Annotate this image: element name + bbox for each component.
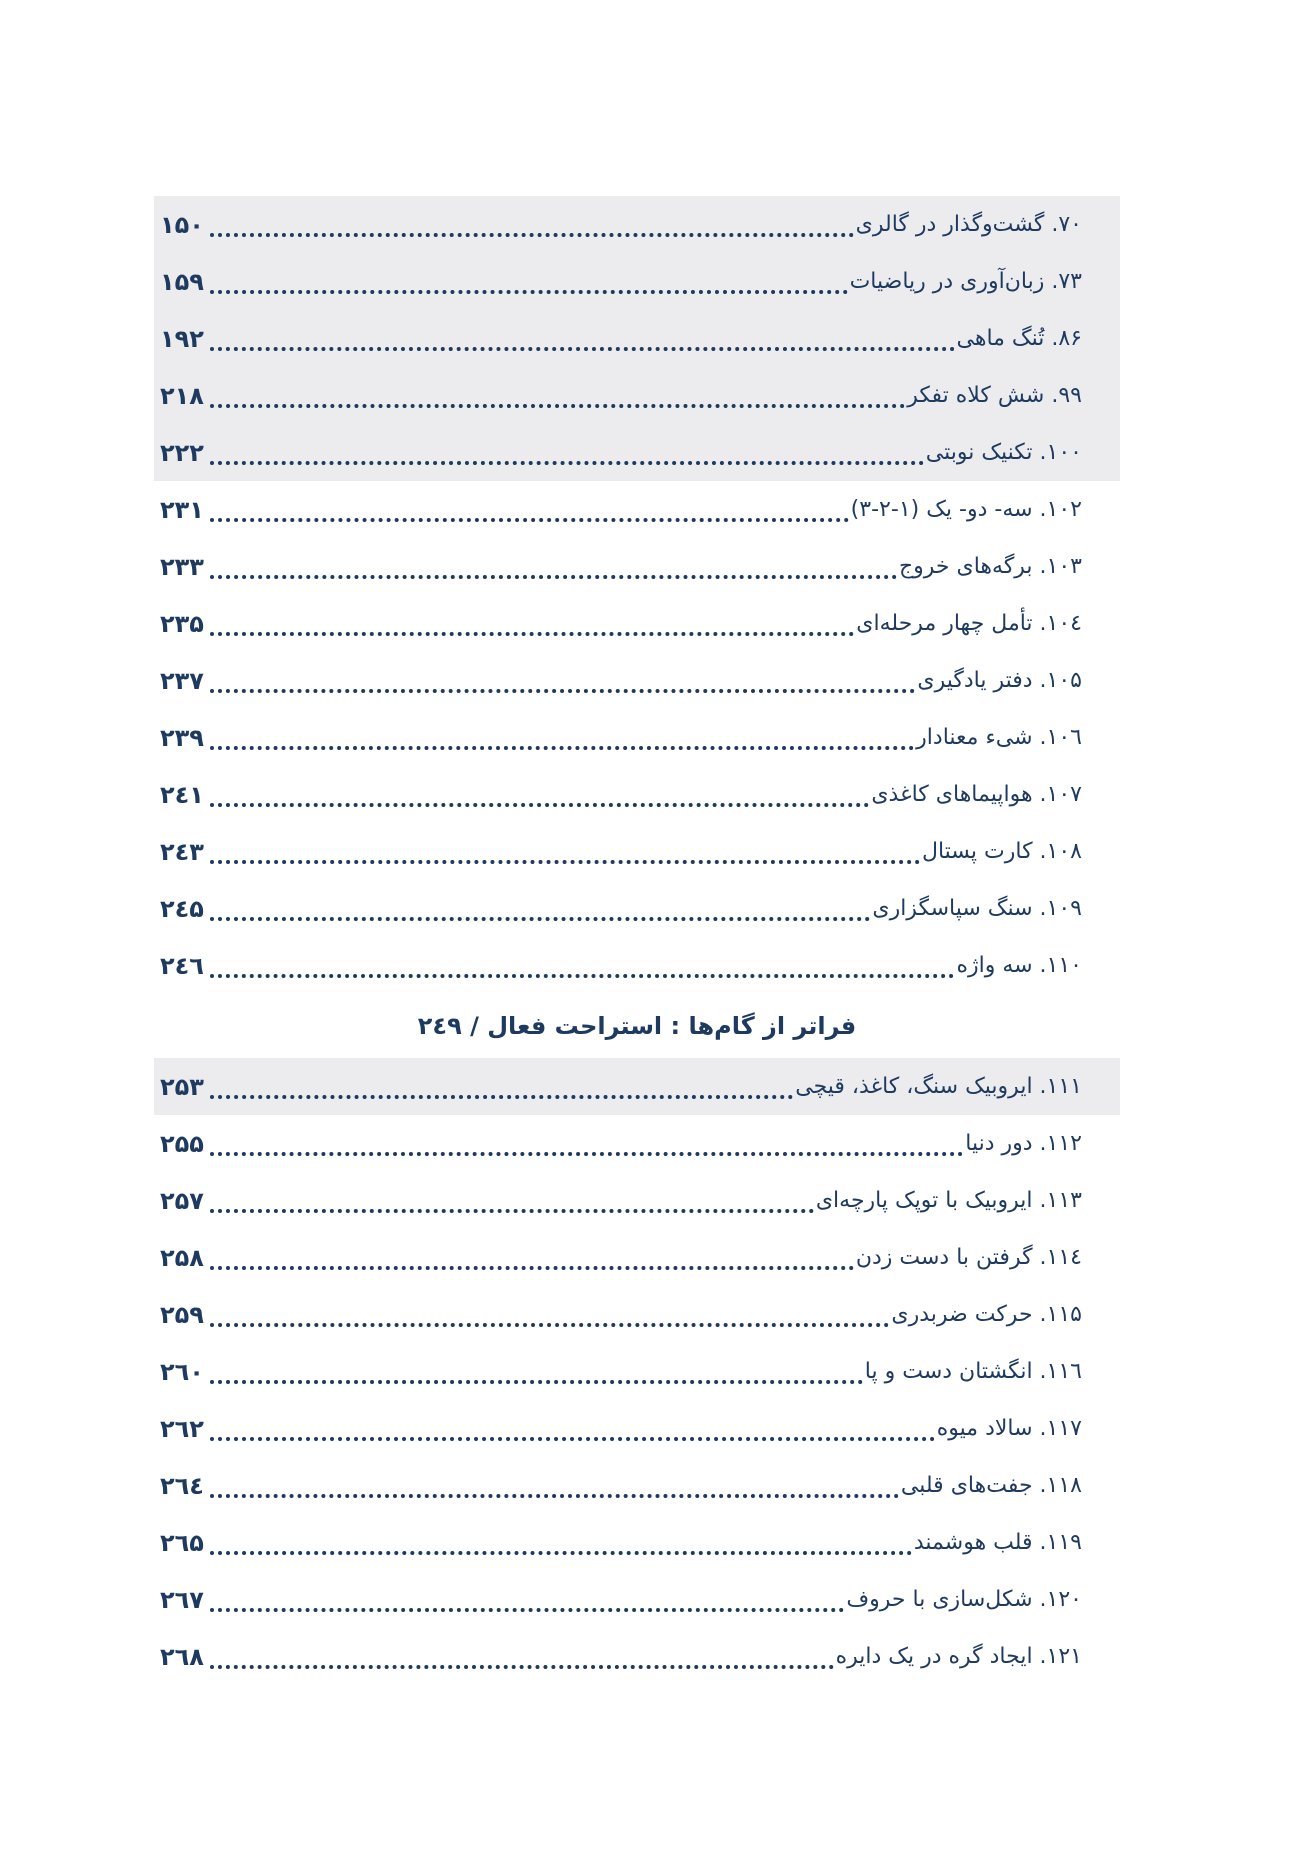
toc-entry[interactable] (154, 196, 1120, 253)
toc-entry-title: ۱۰۷. هواپیماهای کاغذی (871, 782, 1082, 807)
dot-leader (210, 746, 914, 750)
toc-entry-title: ۱۰۹. سنگ سپاسگزاری (872, 896, 1082, 921)
toc-group (154, 1115, 1120, 1685)
toc-entry-page-number: ۱۹۲ (160, 324, 204, 353)
toc-entry[interactable] (154, 937, 1120, 994)
toc-entry[interactable] (154, 481, 1120, 538)
toc-entry-page-number: ۲٤۱ (160, 780, 204, 809)
toc-entry-title: ۷۰. گشت‌وگذار در گالری (855, 212, 1082, 237)
toc-entry-page-number: ۲۳۵ (160, 609, 204, 638)
toc-entry[interactable] (154, 424, 1120, 481)
toc-entry-page-number: ۲۵۵ (160, 1129, 204, 1158)
dot-leader (210, 1665, 834, 1669)
toc-entry-title: ۱۰٤. تأمل چهار مرحله‌ای (856, 611, 1082, 636)
toc-entry[interactable] (154, 367, 1120, 424)
toc-entry[interactable] (154, 1514, 1120, 1571)
toc-entry-page-number: ۲۵۹ (160, 1300, 204, 1329)
dot-leader (210, 290, 848, 294)
toc-entry[interactable] (154, 1172, 1120, 1229)
dot-leader (210, 518, 849, 522)
dot-leader (210, 347, 955, 351)
toc-entry-title: ۱۱۹. قلب هوشمند (913, 1530, 1082, 1555)
toc-entry-title: ۱۰۰. تکنیک نوبتی (925, 440, 1082, 465)
table-of-contents (154, 196, 1120, 1685)
toc-entry-page-number: ۱۵۹ (160, 267, 204, 296)
dot-leader (210, 1152, 963, 1156)
toc-entry[interactable] (154, 652, 1120, 709)
toc-entry-title: ۸۶. تُنگ ماهی (956, 326, 1082, 351)
toc-entry-title: ۱۱۰. سه واژه (956, 953, 1082, 978)
toc-entry[interactable] (154, 766, 1120, 823)
toc-entry-page-number: ۲٦۰ (160, 1357, 204, 1386)
toc-entry[interactable] (154, 1628, 1120, 1685)
dot-leader (210, 917, 870, 921)
dot-leader (210, 803, 869, 807)
dot-leader (210, 1266, 854, 1270)
toc-entry-page-number: ۲۳۱ (160, 495, 204, 524)
toc-group-shaded (154, 196, 1120, 481)
toc-entry[interactable] (154, 1115, 1120, 1172)
toc-entry-title: ۱۱۸. جفت‌های قلبی (900, 1473, 1082, 1498)
toc-entry-title: ۱۱۲. دور دنیا (965, 1131, 1082, 1156)
toc-entry-title: ۱۱۳. ایروبیک با توپک پارچه‌ای (815, 1188, 1082, 1213)
toc-entry[interactable] (154, 1229, 1120, 1286)
toc-entry-page-number: ۲٦۵ (160, 1528, 204, 1557)
toc-entry[interactable] (154, 880, 1120, 937)
toc-entry-page-number: ۲۵۳ (160, 1072, 204, 1101)
toc-entry-page-number: ۲۳۳ (160, 552, 204, 581)
toc-entry-page-number: ۲۱۸ (160, 381, 204, 410)
toc-entry[interactable] (154, 1286, 1120, 1343)
toc-entry-title: ۱۱۱. ایروبیک سنگ، کاغذ، قیچی (795, 1074, 1082, 1099)
toc-entry-page-number: ۲٦۲ (160, 1414, 204, 1443)
toc-entry[interactable] (154, 538, 1120, 595)
dot-leader (210, 860, 920, 864)
toc-entry-title: ۱۲۱. ایجاد گره در یک دایره (835, 1644, 1082, 1669)
dot-leader (210, 974, 954, 978)
toc-entry-title: ۱۰۸. کارت پستال (921, 839, 1082, 864)
toc-entry-page-number: ۲٦۷ (160, 1585, 204, 1614)
toc-entry-title: ۱۱۷. سالاد میوه (936, 1416, 1082, 1441)
toc-entry[interactable] (154, 253, 1120, 310)
toc-group-shaded (154, 1058, 1120, 1115)
toc-entry-page-number: ۲٦٤ (160, 1471, 204, 1500)
dot-leader (210, 1437, 935, 1441)
toc-entry[interactable] (154, 823, 1120, 880)
dot-leader (210, 1209, 814, 1213)
toc-entry-page-number: ۲۵۸ (160, 1243, 204, 1272)
dot-leader (210, 1323, 889, 1327)
toc-entry[interactable] (154, 1571, 1120, 1628)
dot-leader (210, 632, 854, 636)
dot-leader (210, 1551, 912, 1555)
toc-entry-page-number: ۱۵۰ (160, 210, 204, 239)
toc-entry[interactable] (154, 310, 1120, 367)
toc-entry-title: ۱۲۰. شکل‌سازی با حروف (846, 1587, 1082, 1612)
toc-entry[interactable] (154, 709, 1120, 766)
toc-entry[interactable] (154, 1400, 1120, 1457)
dot-leader (210, 1608, 844, 1612)
section-heading: فراتر از گام‌ها : استراحت فعال / ۲٤۹ (417, 1012, 857, 1040)
toc-entry-page-number: ۲۲۲ (160, 438, 204, 467)
dot-leader (210, 233, 854, 237)
toc-entry-page-number: ۲٦۸ (160, 1642, 204, 1671)
toc-entry-page-number: ۲٤۳ (160, 837, 204, 866)
toc-entry-title: ۱۰٦. شیء معنادار (916, 725, 1082, 750)
toc-entry[interactable] (154, 595, 1120, 652)
dot-leader (210, 1494, 899, 1498)
dot-leader (210, 575, 897, 579)
toc-entry-page-number: ۲٤۵ (160, 894, 204, 923)
toc-entry-page-number: ۲۳۹ (160, 723, 204, 752)
toc-entry-title: ۷۳. زبان‌آوری در ریاضیات (849, 269, 1082, 294)
dot-leader (210, 461, 924, 465)
dot-leader (210, 689, 915, 693)
toc-entry-page-number: ۲۵۷ (160, 1186, 204, 1215)
toc-entry-title: ۹۹. شش کلاه تفکر (907, 383, 1082, 408)
toc-entry-title: ۱۰۳. برگه‌های خروج (898, 554, 1082, 579)
toc-entry-title: ۱۰۵. دفتر یادگیری (917, 668, 1082, 693)
dot-leader (210, 1380, 863, 1384)
toc-entry-title: ۱۰۲. سه- دو- یک (۱-۲-۳) (850, 497, 1082, 522)
toc-entry-page-number: ۲۳۷ (160, 666, 204, 695)
toc-entry-page-number: ۲٤٦ (160, 951, 204, 980)
toc-entry[interactable] (154, 1457, 1120, 1514)
dot-leader (210, 404, 905, 408)
toc-group (154, 481, 1120, 994)
toc-entry[interactable] (154, 1058, 1120, 1115)
toc-entry-title: ۱۱۵. حرکت ضربدری (891, 1302, 1082, 1327)
toc-entry-title: ۱۱٤. گرفتن با دست زدن (855, 1245, 1082, 1270)
dot-leader (210, 1095, 793, 1099)
toc-entry-title: ۱۱٦. انگشتان دست و پا (864, 1359, 1082, 1384)
toc-entry[interactable] (154, 1343, 1120, 1400)
